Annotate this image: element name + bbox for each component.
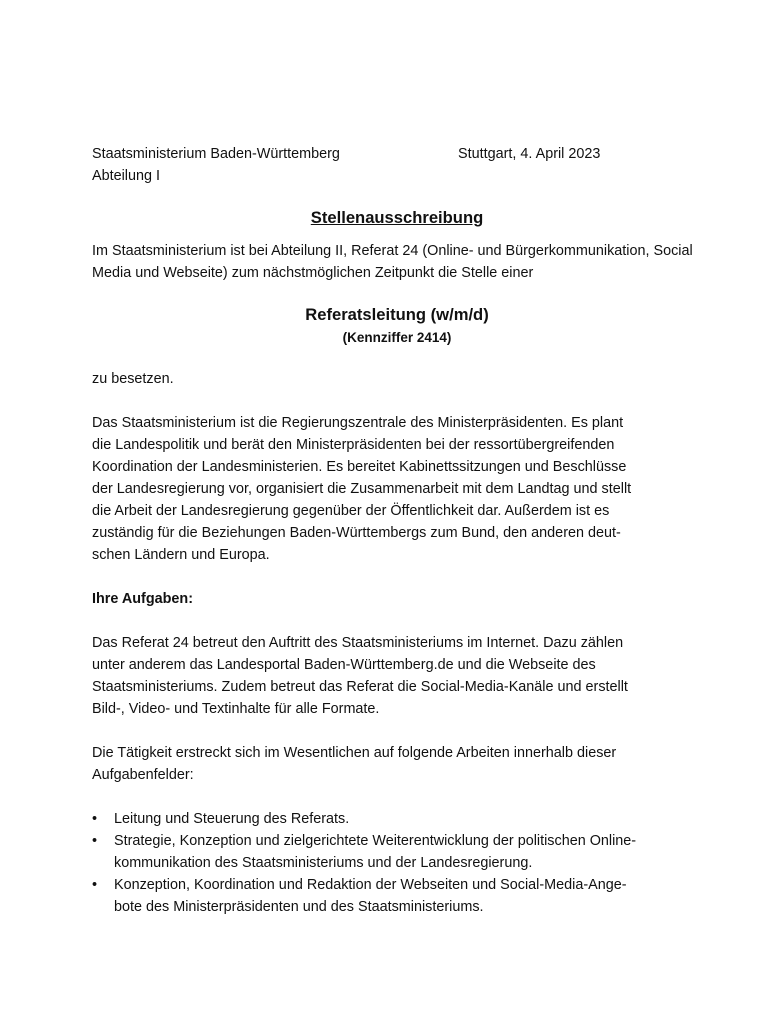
list-item-line: kommunikation des Staatsministeriums und der Landesregierung. (114, 855, 533, 871)
bullet-icon: • (92, 811, 98, 827)
about-line: Das Staatsministerium ist die Regierungszentrale des Ministerpräsidenten. Es plant (92, 415, 624, 431)
department: Abteilung I (92, 168, 161, 184)
about-paragraph (92, 412, 702, 566)
about-line: die Landespolitik und berät den Ministerpräsidenten bei der ressortübergreifenden (92, 437, 615, 453)
intro-text: Im Staatsministerium ist bei Abteilung II, Referat 24 (Online- und Bürgerkommunikation, Social Media und Webseite) zum nächstmöglichen Zeitpunkt die Stelle einer (92, 243, 693, 281)
tasks-line: Bild-, Video- und Textinhalte für alle Formate. (92, 701, 380, 717)
list-item-line: Strategie, Konzeption und zielgerichtete Weiterentwicklung der politischen Online- (114, 833, 637, 849)
bullet-icon: • (92, 877, 98, 893)
place-date: Stuttgart, 4. April 2023 (458, 146, 601, 162)
document-page (92, 143, 702, 918)
about-line: schen Ländern und Europa. (92, 547, 270, 563)
about-line: Koordination der Landesministerien. Es bereitet Kabinettssitzungen und Beschlüsse (92, 459, 627, 475)
list-item-line: Leitung und Steuerung des Referats. (114, 811, 350, 827)
activities-intro (92, 742, 702, 786)
tasks-paragraph (92, 632, 702, 720)
about-line: der Landesregierung vor, organisiert die Zusammenarbeit mit dem Landtag und stellt (92, 481, 632, 497)
activities-list (92, 808, 702, 918)
about-line: zuständig für die Beziehungen Baden-Württembergs zum Bund, den anderen deut- (92, 525, 621, 541)
tasks-line: unter anderem das Landesportal Baden-Württemberg.de und die Webseite des (92, 657, 596, 673)
list-item (92, 830, 702, 874)
to-fill-text: zu besetzen. (92, 371, 174, 387)
position-code: (Kennziffer 2414) (342, 330, 452, 345)
document-title: Stellenausschreibung (310, 208, 484, 227)
tasks-line: Das Referat 24 betreut den Auftritt des Staatsministeriums im Internet. Dazu zählen (92, 635, 624, 651)
intro-paragraph (92, 240, 702, 284)
list-item (92, 808, 702, 830)
bullet-icon: • (92, 833, 98, 849)
position-title: Referatsleitung (w/m/d) (305, 305, 489, 324)
list-item-line: Konzeption, Koordination und Redaktion der Webseiten und Social-Media-Ange- (114, 877, 627, 893)
list-item-line: bote des Ministerpräsidenten und des Staatsministeriums. (114, 899, 484, 915)
activities-line: Die Tätigkeit erstreckt sich im Wesentlichen auf folgende Arbeiten innerhalb dieser (92, 745, 617, 761)
list-item (92, 874, 702, 918)
tasks-heading: Ihre Aufgaben: (92, 591, 194, 607)
about-line: die Arbeit der Landesregierung gegenüber der Öffentlichkeit dar. Außerdem ist es (92, 503, 610, 519)
activities-line: Aufgabenfelder: (92, 767, 194, 783)
tasks-line: Staatsministeriums. Zudem betreut das Referat die Social-Media-Kanäle und erstellt (92, 679, 628, 695)
ministry-name: Staatsministerium Baden-Württemberg (92, 146, 340, 162)
letterhead (92, 143, 702, 165)
